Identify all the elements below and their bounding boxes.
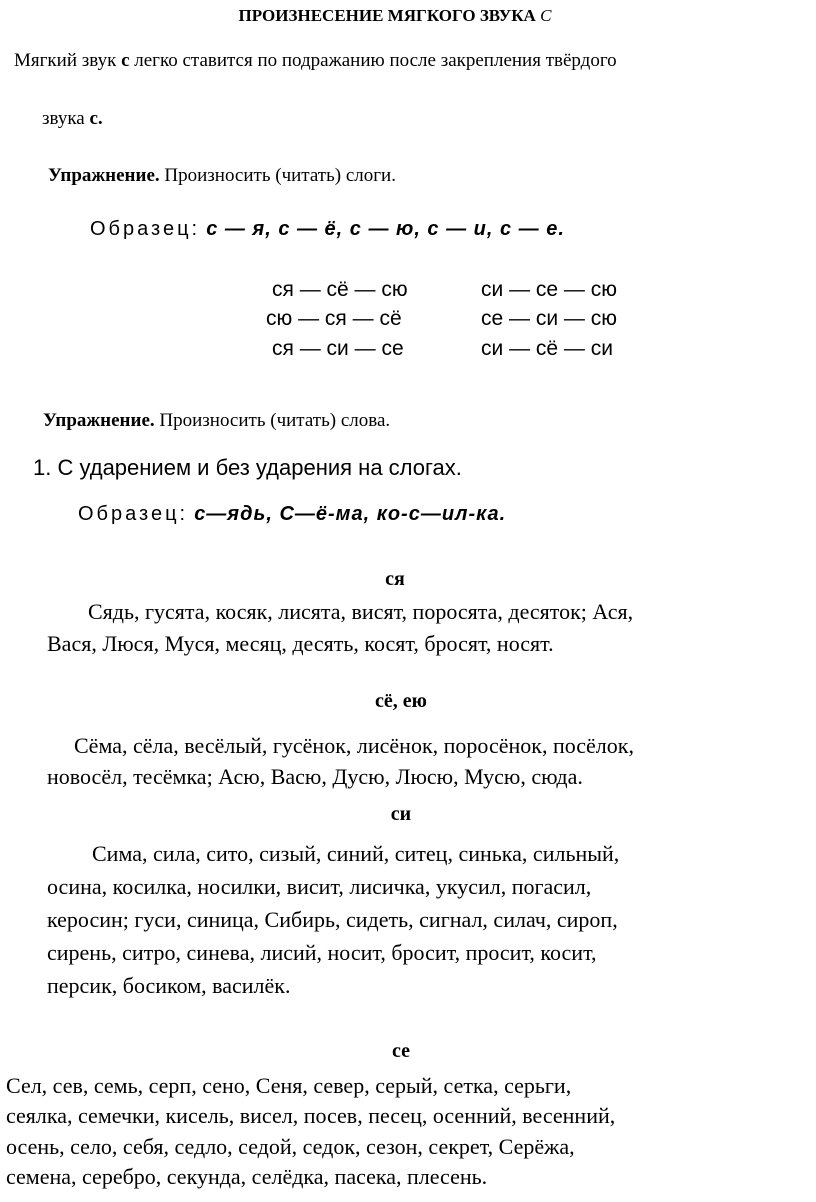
text-line: Сёма, сёла, весёлый, гусёнок, лисёнок, поросёнок, посёлок, xyxy=(74,733,634,758)
exercise-1 xyxy=(48,165,396,187)
intro-text: Мягкий звук xyxy=(14,50,122,71)
sample-label: Образец: xyxy=(90,218,201,240)
text-line: семена, серебро, секунда, селёдка, пасека, плесень. xyxy=(6,1164,488,1189)
exercise-text: Произносить (читать) слова. xyxy=(154,410,391,431)
section-heading: си xyxy=(390,803,412,825)
exercise-text: Произносить (читать) слоги. xyxy=(159,165,396,186)
exercise-label: Упражнение. xyxy=(43,410,155,431)
text-line: керосин; гуси, синица, Сибирь, сидеть, сигнал, силач, сироп, xyxy=(47,907,618,932)
subheading: 1. С ударением и без ударения на слогах. xyxy=(33,455,462,480)
sample-text: с—ядь, С—ё-ма, ко-с—ил-ка. xyxy=(194,503,507,525)
section-heading: се xyxy=(392,1040,410,1062)
text-line: сеялка, семечки, кисель, висел, посев, песец, осенний, весенний, xyxy=(6,1103,616,1128)
syllable-row: ся — сё — сю xyxy=(272,278,408,301)
text-line: Сима, сила, сито, сизый, синий, ситец, синька, сильный, xyxy=(92,841,620,866)
sample-label: Образец: xyxy=(78,503,189,525)
text-line: сирень, ситро, синева, лисий, носит, бросит, просит, косит, xyxy=(47,940,597,965)
exercise-2 xyxy=(43,410,390,432)
intro-line-2 xyxy=(42,108,103,130)
syllable-row: си — се — сю xyxy=(481,278,617,301)
syllable-row: си — сё — си xyxy=(481,337,613,360)
intro-bold-letter: с. xyxy=(89,108,103,129)
intro-bold-letter: с xyxy=(121,50,130,71)
syllable-row: се — си — сю xyxy=(481,307,617,330)
section-heading: сё, ею xyxy=(375,690,427,712)
text-line: новосёл, тесёмка; Асю, Васю, Дусю, Люсю, Мусю, сюда. xyxy=(47,764,583,789)
text-line: осень, село, себя, седло, седой, седок, сезон, секрет, Серёжа, xyxy=(6,1134,575,1159)
sample-syllables xyxy=(90,218,565,241)
page-title-letter: С xyxy=(540,6,552,25)
page-title xyxy=(0,6,790,26)
intro-line-1 xyxy=(14,50,617,72)
exercise-label: Упражнение. xyxy=(48,165,160,186)
section-heading: ся xyxy=(385,568,405,590)
page-title-text: ПРОИЗНЕСЕНИЕ МЯГКОГО ЗВУКА xyxy=(238,6,536,25)
text-line: Сядь, гусята, косяк, лисята, висят, поросята, десяток; Ася, xyxy=(88,599,634,624)
text-line: осина, косилка, носилки, висит, лисичка, укусил, погасил, xyxy=(47,874,592,899)
sample-words xyxy=(78,503,506,526)
text-line: Вася, Люся, Муся, месяц, десять, косят, бросят, носят. xyxy=(47,631,554,656)
intro-text: звука xyxy=(42,108,90,129)
syllable-row: ся — си — се xyxy=(272,337,404,360)
text-line: Сел, сев, семь, серп, сено, Сеня, север, серый, сетка, серьги, xyxy=(6,1073,572,1098)
text-line: персик, босиком, василёк. xyxy=(47,973,291,998)
sample-text: с — я, с — ё, с — ю, с — и, с — е. xyxy=(206,218,565,240)
intro-text: легко ставится по подражанию после закрепления твёрдого xyxy=(129,50,617,71)
syllable-row: сю — ся — сё xyxy=(266,307,402,330)
